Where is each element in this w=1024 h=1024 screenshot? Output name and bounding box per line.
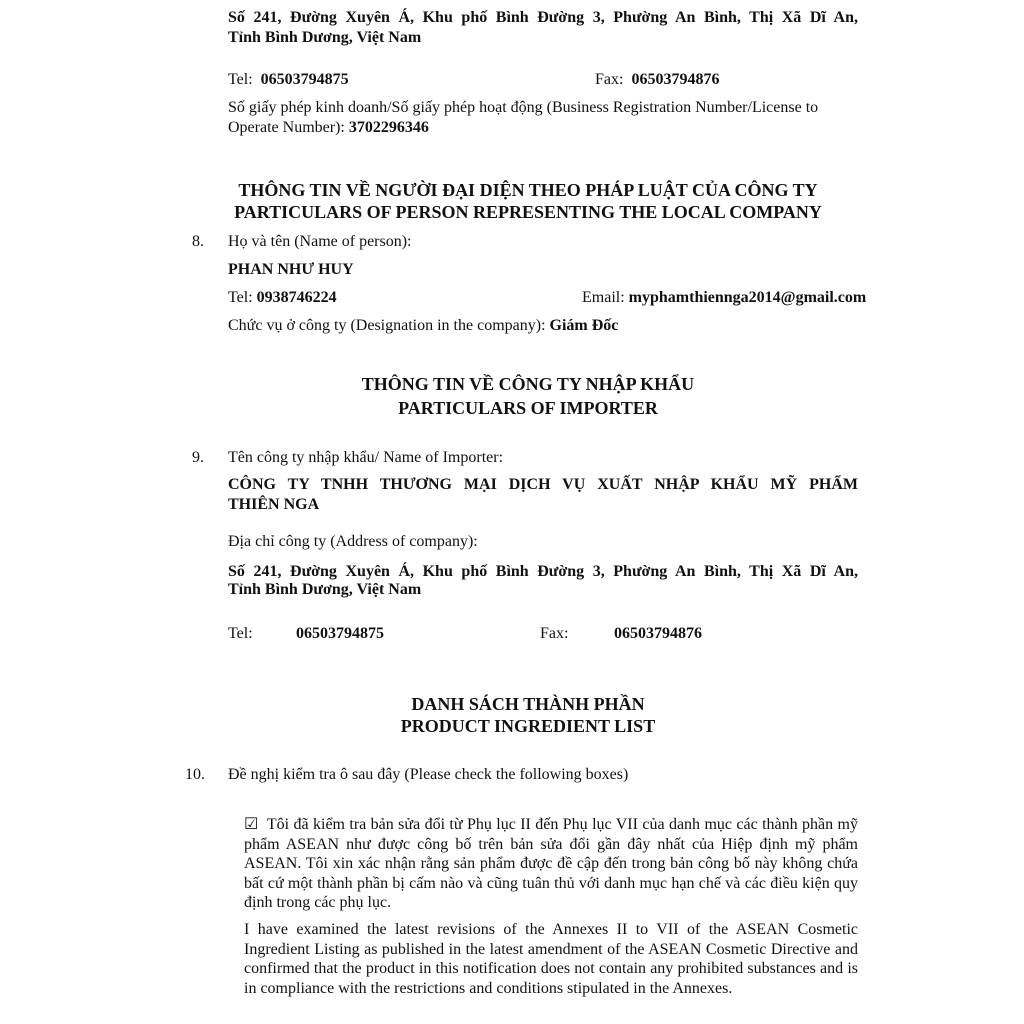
email-label: Email: [582, 289, 625, 306]
importer-fax: 06503794876 [614, 625, 702, 642]
fax-value: 06503794876 [631, 71, 720, 88]
importer-fax-label: Fax: [540, 625, 569, 642]
tel-value: 0938746224 [256, 289, 337, 306]
email-value: myphamthiennga2014@gmail.com [628, 289, 867, 306]
exporter-tel [228, 70, 349, 90]
rep-tel [228, 288, 337, 308]
check-instruction: Đề nghị kiểm tra ô sau đây (Please check the following boxes) [228, 766, 629, 783]
rep-name-label: Họ và tên (Name of person): [228, 233, 412, 250]
importer-address-line2: Tỉnh Bình Dương, Việt Nam [228, 581, 422, 598]
item-number-8: 8. [192, 233, 204, 250]
fax-label: Fax: [595, 71, 624, 88]
importer-name-line1: CÔNG TY TNHH THƯƠNG MẠI DỊCH VỤ XUẤT NHẬP KHẨU MỸ PHẨM [228, 476, 858, 493]
checked-checkbox[interactable]: ☑ [244, 816, 259, 833]
item-number-9: 9. [192, 449, 204, 466]
importer-name-line2: THIÊN NGA [228, 496, 320, 513]
license-line1: Số giấy phép kinh doanh/Số giấy phép hoạt động (Business Registration Number/License to [228, 99, 819, 116]
tel-value: 06503794875 [260, 71, 349, 88]
ingredients-heading-en: PRODUCT INGREDIENT LIST [400, 716, 656, 736]
importer-heading-en: PARTICULARS OF IMPORTER [398, 398, 658, 418]
importer-address-label: Địa chỉ công ty (Address of company): [228, 533, 478, 550]
exporter-address-line1: Số 241, Đường Xuyên Á, Khu phố Bình Đường 3, Phường An Bình, Thị Xã Dĩ An, [228, 9, 858, 26]
rep-name: PHAN NHƯ HUY [228, 261, 354, 278]
importer-heading-vn: THÔNG TIN VỀ CÔNG TY NHẬP KHẨU [361, 374, 695, 394]
exporter-address-line2: Tỉnh Bình Dương, Việt Nam [228, 29, 422, 46]
license-line2 [228, 118, 429, 138]
rep-email [582, 288, 866, 308]
vn-declaration-text: Tôi đã kiểm tra bản sửa đổi từ Phụ lục II đến Phụ lục VII của danh mục các thành phần mỹ phẩm ASEAN như được công bố trên bản sửa đổi gần đây nhất của Hiệp định mỹ phẩm ASEAN. Tôi xin xác nhận rằng sản phẩm được đề cập đến trong bản công bố này không chứa bất cứ một thành phần bị cấm nào và cũng tuân thủ với danh mục hạn chế và các điều kiện quy định trong các phụ lục. [244, 816, 859, 911]
rep-heading-en: PARTICULARS OF PERSON REPRESENTING THE LOCAL COMPANY [234, 202, 822, 222]
importer-address-line1: Số 241, Đường Xuyên Á, Khu phố Bình Đường 3, Phường An Bình, Thị Xã Dĩ An, [228, 563, 858, 580]
tel-label: Tel: [228, 289, 253, 306]
license-number: 3702296346 [348, 119, 429, 136]
ingredients-heading-vn: DANH SÁCH THÀNH PHẦN [411, 694, 645, 714]
rep-heading-vn: THÔNG TIN VỀ NGƯỜI ĐẠI DIỆN THEO PHÁP LUẬT CỦA CÔNG TY [238, 180, 818, 200]
en-declaration: I have examined the latest revisions of the Annexes II to VII of the ASEAN Cosmetic Ingredient Listing as published in the latest amendment of the ASEAN Cosmetic Directive and confirmed that the product in this notification does not contain any prohibited substances and is in compliance with the restrictions and conditions stipulated in the Annexes. [244, 921, 858, 997]
vn-declaration [244, 815, 858, 913]
license-label: Operate Number): [228, 119, 345, 136]
rep-designation [228, 316, 618, 336]
designation-label: Chức vụ ở công ty (Designation in the company): [228, 317, 546, 334]
exporter-fax [595, 70, 719, 90]
importer-name-label: Tên công ty nhập khẩu/ Name of Importer: [228, 449, 504, 466]
item-number-10: 10. [185, 766, 205, 783]
tel-label: Tel: [228, 71, 253, 88]
importer-tel-label: Tel: [228, 625, 253, 642]
designation-value: Giám Đốc [549, 317, 619, 334]
importer-tel: 06503794875 [296, 625, 384, 642]
